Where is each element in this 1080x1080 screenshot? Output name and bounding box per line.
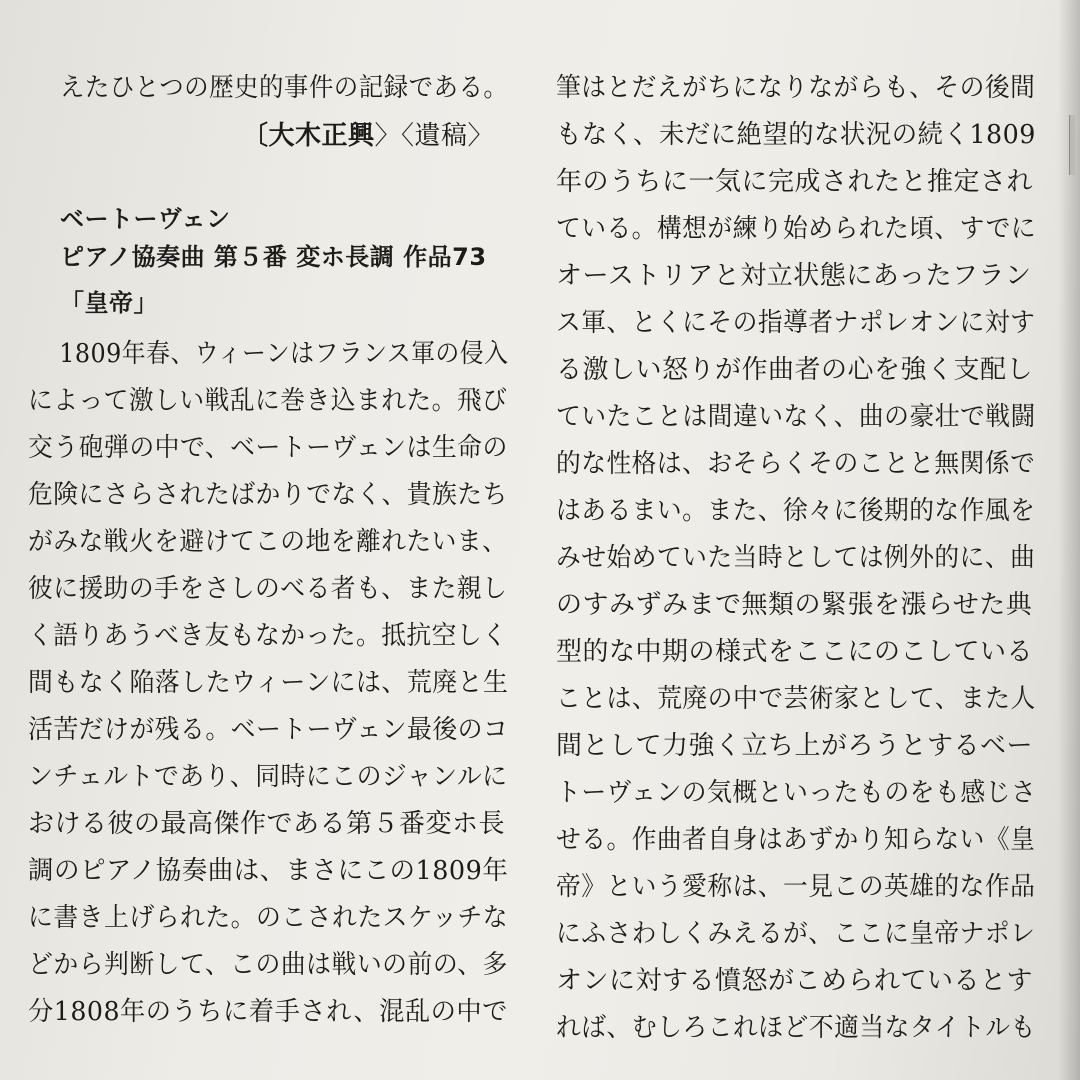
text-line: トーヴェンの気概といったものをも感じさ (556, 778, 1037, 808)
text-line: れば、むしろこれほど不適当なタイトルも (556, 1013, 1036, 1043)
text-line: ス軍、とくにその指導者ナポレオンに対す (556, 308, 1036, 338)
text-line: ンチェルトであり、同時にこのジャンルに (28, 762, 508, 792)
text-line: ことは、荒廃の中で芸術家として、また人 (556, 684, 1036, 714)
text-line: 的な性格は、おそらくそのことと無関係で (556, 449, 1036, 479)
text-line: く語りあうべき友もなかった。抵抗空しく (28, 621, 508, 651)
text-line: がみな戦火を避けてこの地を離れたいま、 (28, 527, 508, 557)
text-line: オンに対する憤怒がこめられているとす (556, 966, 1034, 996)
author-note: 〉〈遺稿〉 (374, 121, 494, 151)
text-line: はあるまい。また、徐々に後期的な作風を (556, 496, 1036, 526)
text-line: のすみずみまで無類の緊張を漲らせた典 (556, 590, 1033, 620)
text-line: もなく、未だに絶望的な状況の続く1809 (556, 120, 1036, 150)
text-line: 年のうちに一気に完成されたと推定され (556, 167, 1034, 197)
text-line: 交う砲弾の中で、ベートーヴェンは生命の (28, 433, 508, 463)
composer-heading: ベートーヴェン (60, 205, 231, 233)
work-heading: ピアノ協奏曲 第５番 変ホ長調 作品73 (60, 243, 487, 271)
text-line: に書き上げられた。のこされたスケッチな (28, 903, 509, 933)
text-line: 活苦だけが残る。ベートーヴェン最後のコ (28, 715, 509, 745)
text-line: る激しい怒りが作曲者の心を強く支配し (556, 355, 1034, 385)
text-line: 危険にさらされたばかりでなく、貴族たち (28, 480, 508, 510)
author-name: 〔大木正興 (241, 121, 375, 151)
text-line: 彼に援助の手をさしのべる者も、また親し (28, 574, 508, 604)
text-line: 筆はとだえがちになりながらも、その後間 (556, 73, 1036, 103)
text-line: 1809年春、ウィーンはフランス軍の侵入 (59, 339, 509, 369)
text-line: ていたことは間違いなく、曲の豪壮で戦闘 (556, 402, 1036, 432)
text-line: どから判断して、この曲は戦いの前の、多 (28, 950, 508, 980)
text-line: せる。作曲者自身はあずかり知らない《皇 (556, 825, 1036, 855)
nickname-heading: 「皇帝」 (60, 289, 158, 317)
text-line: みせ始めていた当時としては例外的に、曲 (556, 543, 1036, 573)
text-line: ている。構想が練り始められた頃、すでに (556, 214, 1037, 244)
text-line: によって激しい戦乱に巻き込まれた。飛び (28, 386, 508, 416)
text-line: 間もなく陥落したウィーンには、荒廃と生 (28, 668, 509, 698)
text-line: 調のピアノ協奏曲は、まさにこの1809年 (28, 856, 509, 886)
text-line: 分1808年のうちに着手され、混乱の中で (28, 997, 508, 1027)
text-line: にふさわしくみえるが、ここに皇帝ナポレ (556, 919, 1036, 949)
intro-line: えたひとつの歴史的事件の記録である。 (59, 73, 509, 103)
text-line: おける彼の最高傑作である第５番変ホ長 (28, 809, 506, 839)
text-line: 型的な中期の様式をここにのこしている (556, 637, 1034, 667)
text-line: 間として力強く立ち上がろうとするベー (556, 731, 1034, 761)
text-line: オーストリアと対立状態にあったフラン (556, 261, 1032, 291)
text-line: 帝》という愛称は、一見この英雄的な作品 (556, 872, 1036, 902)
page-edge-tab (1069, 115, 1075, 175)
author-credit (242, 120, 494, 152)
